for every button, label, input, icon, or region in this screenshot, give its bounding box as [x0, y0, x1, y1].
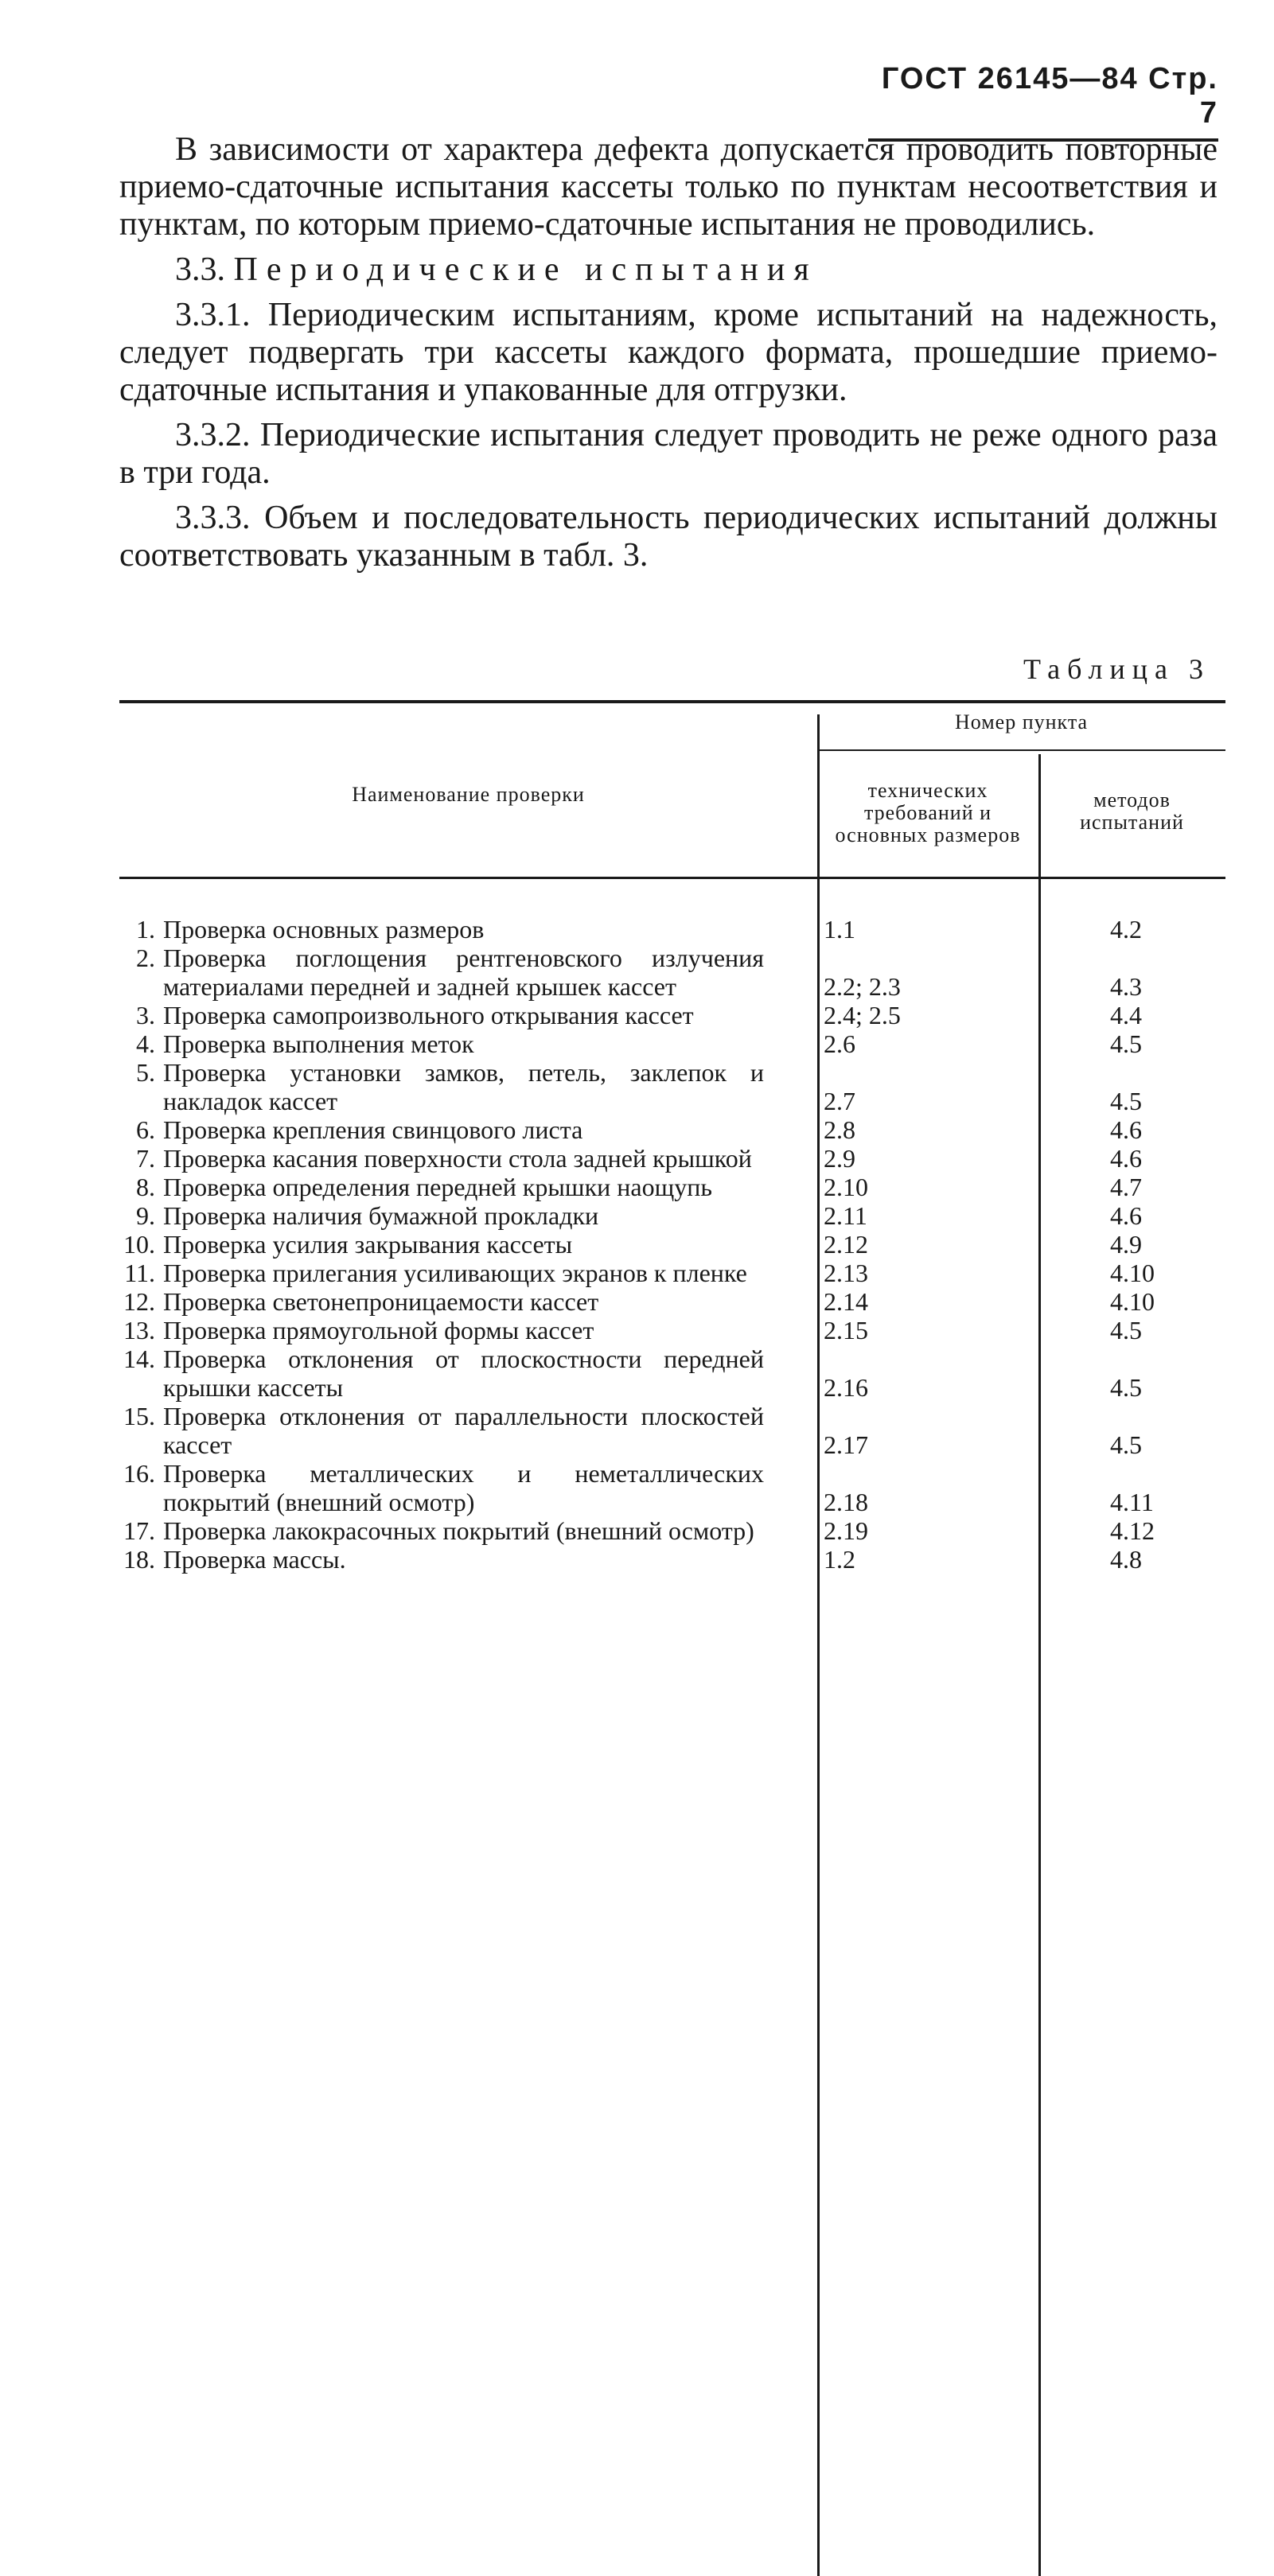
table-top-rule: [119, 700, 1225, 703]
column-header-name: Наименование проверки: [352, 783, 585, 806]
section-title: Периодические испытания: [233, 251, 818, 288]
row-number: 14.: [123, 1344, 155, 1373]
row-number: 11.: [124, 1259, 155, 1287]
check-name: Проверка установки замков, петель, заклепок и накладок кассет: [163, 1058, 764, 1115]
table-header-rule: [119, 877, 1225, 879]
test-method-ref: 4.5: [1110, 1373, 1142, 1402]
check-name: Проверка прилегания усиливающих экранов к пленке: [163, 1259, 747, 1287]
section-heading: [119, 251, 1218, 289]
table-row: [119, 944, 1225, 1001]
check-name: Проверка отклонения от параллельности плоскостей кассет: [163, 1402, 764, 1459]
paragraph-3-3-1: 3.3.1. Периодическим испытаниям, кроме испытаний на надежность, следует подвергать три кассеты каждого формата, прошедшие приемо-сдаточные испытания и упакованные для отгрузки.: [119, 297, 1218, 408]
tech-requirement-ref: 2.14: [824, 1287, 868, 1316]
tech-requirement-ref: 2.8: [824, 1115, 855, 1144]
row-number: 10.: [123, 1230, 155, 1259]
tech-requirement-ref: 2.11: [824, 1201, 867, 1230]
row-number: 7.: [136, 1144, 155, 1173]
row-number: 1.: [136, 915, 155, 944]
check-name: Проверка светонепроницаемости кассет: [163, 1287, 599, 1316]
table-row: [119, 1516, 1225, 1545]
table-row: [119, 1344, 1225, 1402]
paragraph-3-3-2: 3.3.2. Периодические испытания следует проводить не реже одного раза в три года.: [119, 417, 1218, 491]
test-method-ref: 4.5: [1110, 1029, 1142, 1058]
paragraph-defect-retest: В зависимости от характера дефекта допускается проводить повторные приемо-сдаточные испытания кассеты только по пунктам несоответствия и пунктам, по которым приемо-сдаточные испытания не проводились.: [119, 131, 1218, 243]
table-row: [119, 1058, 1225, 1115]
test-method-ref: 4.7: [1110, 1173, 1142, 1201]
tech-requirement-ref: 2.15: [824, 1316, 868, 1344]
check-name: Проверка определения передней крышки наощупь: [163, 1173, 712, 1201]
tech-requirement-ref: 2.19: [824, 1516, 868, 1545]
check-name: Проверка усилия закрывания кассеты: [163, 1230, 573, 1259]
test-method-ref: 4.4: [1110, 1001, 1142, 1029]
table-row: [119, 1316, 1225, 1344]
table-row: [119, 1201, 1225, 1230]
table-subheader-rule: [817, 749, 1225, 751]
check-name: Проверка наличия бумажной прокладки: [163, 1201, 599, 1230]
table-row: [119, 1259, 1225, 1287]
column-header-tech: технических требований и основных размеров: [835, 779, 1021, 846]
check-name: Проверка поглощения рентгеновского излучения материалами передней и задней крышек кассет: [163, 944, 764, 1001]
row-number: 17.: [123, 1516, 155, 1545]
test-method-ref: 4.8: [1110, 1545, 1142, 1574]
table-row: [119, 1545, 1225, 1574]
tech-requirement-ref: 2.6: [824, 1029, 855, 1058]
check-name: Проверка выполнения меток: [163, 1029, 474, 1058]
column-header-group: Номер пункта: [954, 710, 1089, 733]
row-number: 5.: [136, 1058, 155, 1087]
tech-requirement-ref: 2.9: [824, 1144, 855, 1173]
table-row: [119, 1459, 1225, 1516]
body-text: [119, 131, 1218, 582]
table-caption: Таблица 3: [1023, 653, 1210, 685]
row-number: 18.: [123, 1545, 155, 1574]
test-method-ref: 4.2: [1110, 915, 1142, 944]
test-method-ref: 4.10: [1110, 1287, 1155, 1316]
test-method-ref: 4.5: [1110, 1087, 1142, 1115]
tech-requirement-ref: 2.4; 2.5: [824, 1001, 901, 1029]
tech-requirement-ref: 2.2; 2.3: [824, 972, 901, 1001]
table-body: [119, 915, 1225, 1574]
tech-requirement-ref: 2.10: [824, 1173, 868, 1201]
tech-requirement-ref: 2.13: [824, 1259, 868, 1287]
check-name: Проверка массы.: [163, 1545, 346, 1574]
row-number: 2.: [136, 944, 155, 972]
test-method-ref: 4.12: [1110, 1516, 1155, 1545]
test-method-ref: 4.9: [1110, 1230, 1142, 1259]
check-name: Проверка металлических и неметаллических покрытий (внешний осмотр): [163, 1459, 764, 1516]
row-number: 6.: [136, 1115, 155, 1144]
tech-requirement-ref: 1.1: [824, 915, 855, 944]
test-method-ref: 4.5: [1110, 1316, 1142, 1344]
tech-requirement-ref: 2.12: [824, 1230, 868, 1259]
check-name: Проверка самопроизвольного открывания кассет: [163, 1001, 694, 1029]
table-row: [119, 1001, 1225, 1029]
row-number: 16.: [123, 1459, 155, 1488]
check-name: Проверка основных размеров: [163, 915, 485, 944]
test-method-ref: 4.3: [1110, 972, 1142, 1001]
row-number: 15.: [123, 1402, 155, 1430]
row-number: 8.: [136, 1173, 155, 1201]
tech-requirement-ref: 2.17: [824, 1430, 868, 1459]
column-header-methods: методов испытаний: [1080, 788, 1184, 834]
check-name: Проверка касания поверхности стола задней крышкой: [163, 1144, 752, 1173]
table-row: [119, 1173, 1225, 1201]
test-method-ref: 4.6: [1110, 1144, 1142, 1173]
row-number: 13.: [123, 1316, 155, 1344]
table-row: [119, 915, 1225, 944]
tech-requirement-ref: 1.2: [824, 1545, 855, 1574]
section-number: 3.3.: [175, 251, 225, 288]
tech-requirement-ref: 2.18: [824, 1488, 868, 1516]
page-header: ГОСТ 26145—84 Стр. 7: [868, 62, 1218, 142]
check-name: Проверка прямоугольной формы кассет: [163, 1316, 594, 1344]
table-row: [119, 1144, 1225, 1173]
check-name: Проверка лакокрасочных покрытий (внешний осмотр): [163, 1516, 754, 1545]
table-row: [119, 1287, 1225, 1316]
paragraph-3-3-3: 3.3.3. Объем и последовательность периодических испытаний должны соответствовать указанным в табл. 3.: [119, 500, 1218, 574]
test-method-ref: 4.10: [1110, 1259, 1155, 1287]
test-method-ref: 4.6: [1110, 1201, 1142, 1230]
check-name: Проверка крепления свинцового листа: [163, 1115, 583, 1144]
row-number: 4.: [136, 1029, 155, 1058]
test-method-ref: 4.5: [1110, 1430, 1142, 1459]
tech-requirement-ref: 2.7: [824, 1087, 855, 1115]
test-method-ref: 4.11: [1110, 1488, 1154, 1516]
row-number: 9.: [136, 1201, 155, 1230]
row-number: 12.: [123, 1287, 155, 1316]
table-row: [119, 1115, 1225, 1144]
table-row: [119, 1230, 1225, 1259]
check-name: Проверка отклонения от плоскостности передней крышки кассеты: [163, 1344, 764, 1402]
test-method-ref: 4.6: [1110, 1115, 1142, 1144]
table-row: [119, 1029, 1225, 1058]
tech-requirement-ref: 2.16: [824, 1373, 868, 1402]
table-row: [119, 1402, 1225, 1459]
row-number: 3.: [136, 1001, 155, 1029]
